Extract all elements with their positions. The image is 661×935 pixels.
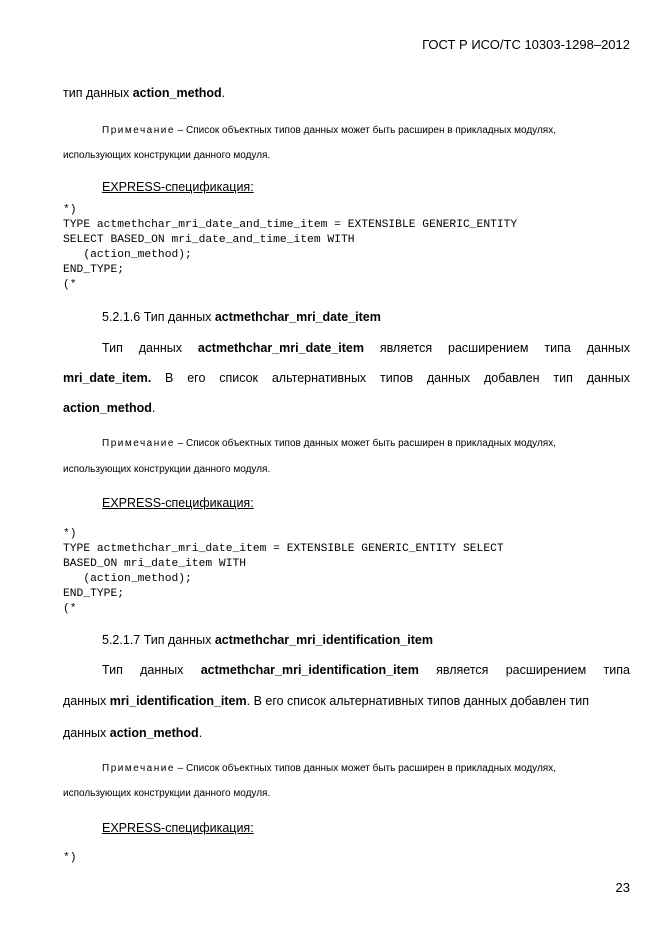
code-block-3: *) <box>63 852 77 864</box>
word: является <box>436 663 489 677</box>
type-prefix: тип данных <box>63 86 130 100</box>
section-heading-1 <box>102 310 381 324</box>
express-spec-heading <box>102 180 254 194</box>
word: список <box>219 371 259 385</box>
term: actmethchar_mri_date_item <box>197 341 364 355</box>
term: mri_identification_item <box>109 694 247 708</box>
word: Тип <box>102 341 123 355</box>
word: тип <box>553 371 573 385</box>
type-suffix: . <box>221 86 226 100</box>
note-2-cont: использующих конструкции данного модуля. <box>63 464 271 475</box>
section-heading-2 <box>102 633 433 647</box>
spec-label: EXPRESS-спецификация <box>102 180 251 194</box>
word: данных <box>426 371 471 385</box>
section-prefix: Тип данных <box>143 633 212 647</box>
code-block-2: *) TYPE actmethchar_mri_date_item = EXTENSIBLE GENERIC_ENTITY SELECT BASED_ON mri_date_item WITH (action_method); END_TYPE; (* <box>63 528 504 615</box>
word: является <box>379 341 433 355</box>
word: альтернативных <box>271 371 367 385</box>
word: данных <box>63 726 107 740</box>
note-2 <box>102 438 630 449</box>
note-text: – Список объектных типов данных может быть расширен в прикладных модулях, <box>174 763 556 774</box>
paragraph-1-line-1 <box>102 341 630 355</box>
word: расширением <box>505 663 587 677</box>
word: . <box>151 401 156 415</box>
section-number: 5.2.1.6 <box>102 310 141 324</box>
word: Тип <box>102 663 123 677</box>
word: . <box>198 726 203 740</box>
word: типов <box>380 371 414 385</box>
word: добавлен <box>484 371 540 385</box>
spec-colon: : <box>250 821 254 835</box>
express-spec-heading <box>102 496 254 510</box>
type-term: action_method <box>132 86 222 100</box>
note-1 <box>102 125 630 136</box>
paragraph-2-line-1 <box>102 663 630 677</box>
word: данных <box>140 663 184 677</box>
word: типа <box>544 341 571 355</box>
word: данных <box>63 694 107 708</box>
type-line <box>63 86 225 100</box>
note-1-cont: использующих конструкции данного модуля. <box>63 150 271 161</box>
word: расширением <box>448 341 529 355</box>
note-text: – Список объектных типов данных может быть расширен в прикладных модулях, <box>174 438 556 449</box>
code-block-1: *) TYPE actmethchar_mri_date_and_time_item = EXTENSIBLE GENERIC_ENTITY SELECT BASED_ON mri_date_and_time_item WITH (action_method); END_TYPE; (* <box>63 204 518 291</box>
document-header: ГОСТ Р ИСО/ТС 10303-1298–2012 <box>422 37 630 52</box>
note-label: Примечание <box>102 125 175 136</box>
paragraph-2-line-2 <box>63 694 589 708</box>
note-label: Примечание <box>102 763 175 774</box>
spec-colon: : <box>250 180 254 194</box>
spec-label: EXPRESS-спецификация <box>102 821 251 835</box>
word: его <box>187 371 206 385</box>
paragraph-1-line-2 <box>63 371 630 385</box>
note-3 <box>102 763 630 774</box>
section-term: actmethchar_mri_date_item <box>214 310 381 324</box>
note-text: – Список объектных типов данных может быть расширен в прикладных модулях, <box>174 125 556 136</box>
page-number: 23 <box>615 880 630 895</box>
term: mri_date_item. <box>63 371 152 385</box>
section-term: actmethchar_mri_identification_item <box>214 633 433 647</box>
section-prefix: Тип данных <box>143 310 212 324</box>
word: типа <box>603 663 630 677</box>
term: action_method <box>109 726 199 740</box>
section-number: 5.2.1.7 <box>102 633 141 647</box>
spec-label: EXPRESS-спецификация <box>102 496 251 510</box>
paragraph-2-line-3 <box>63 726 202 740</box>
word: В <box>165 371 174 385</box>
express-spec-heading <box>102 821 254 835</box>
paragraph-1-line-3 <box>63 401 155 415</box>
word: данных <box>138 341 183 355</box>
term: actmethchar_mri_identification_item <box>200 663 419 677</box>
word: . В его список альтернативных типов данных добавлен тип <box>246 694 589 708</box>
term: action_method <box>63 401 152 415</box>
word: данных <box>586 371 630 385</box>
spec-colon: : <box>250 496 254 510</box>
note-3-cont: использующих конструкции данного модуля. <box>63 788 271 799</box>
note-label: Примечание <box>102 438 175 449</box>
word: данных <box>586 341 630 355</box>
